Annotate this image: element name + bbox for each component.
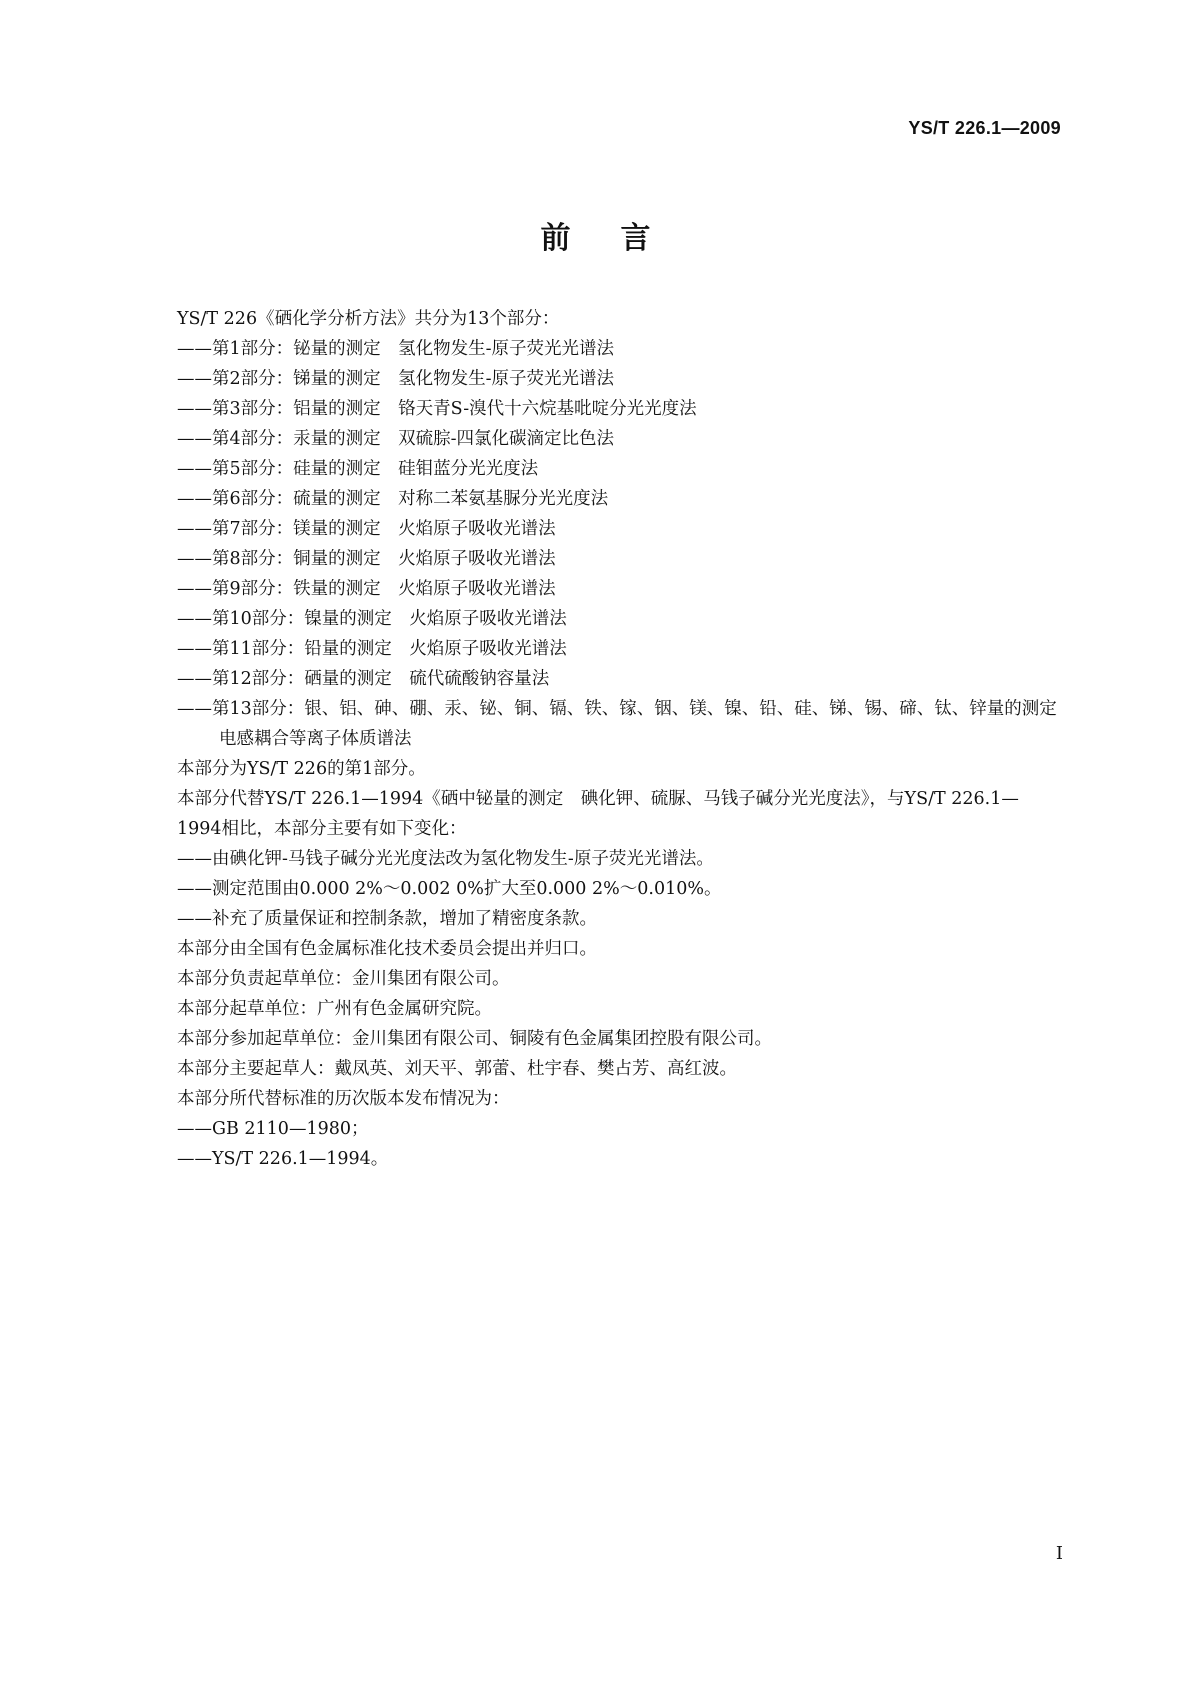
- page-number: I: [1055, 1543, 1063, 1564]
- part-list-item: ——第2部分：锑量的测定 氢化物发生-原子荧光光谱法: [177, 369, 615, 389]
- history-intro-statement: 本部分所代替标准的历次版本发布情况为：: [177, 1089, 510, 1109]
- part-list-item: ——第4部分：汞量的测定 双硫腙-四氯化碳滴定比色法: [177, 429, 615, 449]
- change-item: ——补充了质量保证和控制条款，增加了精密度条款。: [177, 909, 597, 929]
- part-list-item: ——第1部分：铋量的测定 氢化物发生-原子荧光光谱法: [177, 339, 615, 359]
- change-item: ——测定范围由0.000 2%～0.002 0%扩大至0.000 2%～0.010%。: [177, 879, 722, 899]
- document-body: [133, 304, 1058, 1174]
- intro-paragraph: YS/T 226《硒化学分析方法》共分为13个部分：: [177, 309, 560, 329]
- change-item: ——由碘化钾-马钱子碱分光光度法改为氢化物发生-原子荧光光谱法。: [177, 849, 714, 869]
- part-list-item: ——第10部分：镍量的测定 火焰原子吸收光谱法: [177, 609, 567, 629]
- part-list-item: ——第8部分：铜量的测定 火焰原子吸收光谱法: [177, 549, 556, 569]
- part-list-item: ——第3部分：铝量的测定 铬天青S-溴代十六烷基吡啶分光光度法: [177, 399, 697, 419]
- part-list-item: ——第12部分：硒量的测定 硫代硫酸钠容量法: [177, 669, 550, 689]
- page-title: 前言: [540, 221, 701, 256]
- proposal-statement: 本部分由全国有色金属标准化技术委员会提出并归口。: [177, 939, 597, 959]
- part-13-continuation: 电感耦合等离子体质谱法: [219, 729, 412, 749]
- history-item: ——YS/T 226.1—1994。: [177, 1149, 389, 1169]
- part-list-item: ——第5部分：硅量的测定 硅钼蓝分光光度法: [177, 459, 539, 479]
- this-part-statement: 本部分为YS/T 226的第1部分。: [177, 759, 426, 779]
- responsible-drafter-statement: 本部分负责起草单位：金川集团有限公司。: [177, 969, 510, 989]
- drafter-unit-statement: 本部分起草单位：广州有色金属研究院。: [177, 999, 492, 1019]
- standard-code: YS/T 226.1—2009: [908, 118, 1061, 138]
- main-drafters-statement: 本部分主要起草人：戴凤英、刘天平、郭蕾、杜宇春、樊占芳、高红波。: [177, 1059, 737, 1079]
- history-item: ——GB 2110—1980；: [177, 1119, 369, 1139]
- part-list-item: ——第13部分：银、铝、砷、硼、汞、铋、铜、镉、铁、镓、铟、镁、镍、铅、硅、锑、锡、碲、钛、锌量的测定: [177, 699, 1057, 719]
- part-list-item: ——第7部分：镁量的测定 火焰原子吸收光谱法: [177, 519, 556, 539]
- participating-units-statement: 本部分参加起草单位：金川集团有限公司、铜陵有色金属集团控股有限公司。: [177, 1029, 772, 1049]
- part-list-item: ——第9部分：铁量的测定 火焰原子吸收光谱法: [177, 579, 556, 599]
- part-list-item: ——第6部分：硫量的测定 对称二苯氨基脲分光光度法: [177, 489, 609, 509]
- replaces-paragraph: 本部分代替YS/T 226.1—1994《硒中铋量的测定 碘化钾、硫脲、马钱子碱分光光度法》，与YS/T 226.1—1994相比，本部分主要有如下变化：: [177, 789, 1019, 839]
- part-list-item: ——第11部分：铅量的测定 火焰原子吸收光谱法: [177, 639, 567, 659]
